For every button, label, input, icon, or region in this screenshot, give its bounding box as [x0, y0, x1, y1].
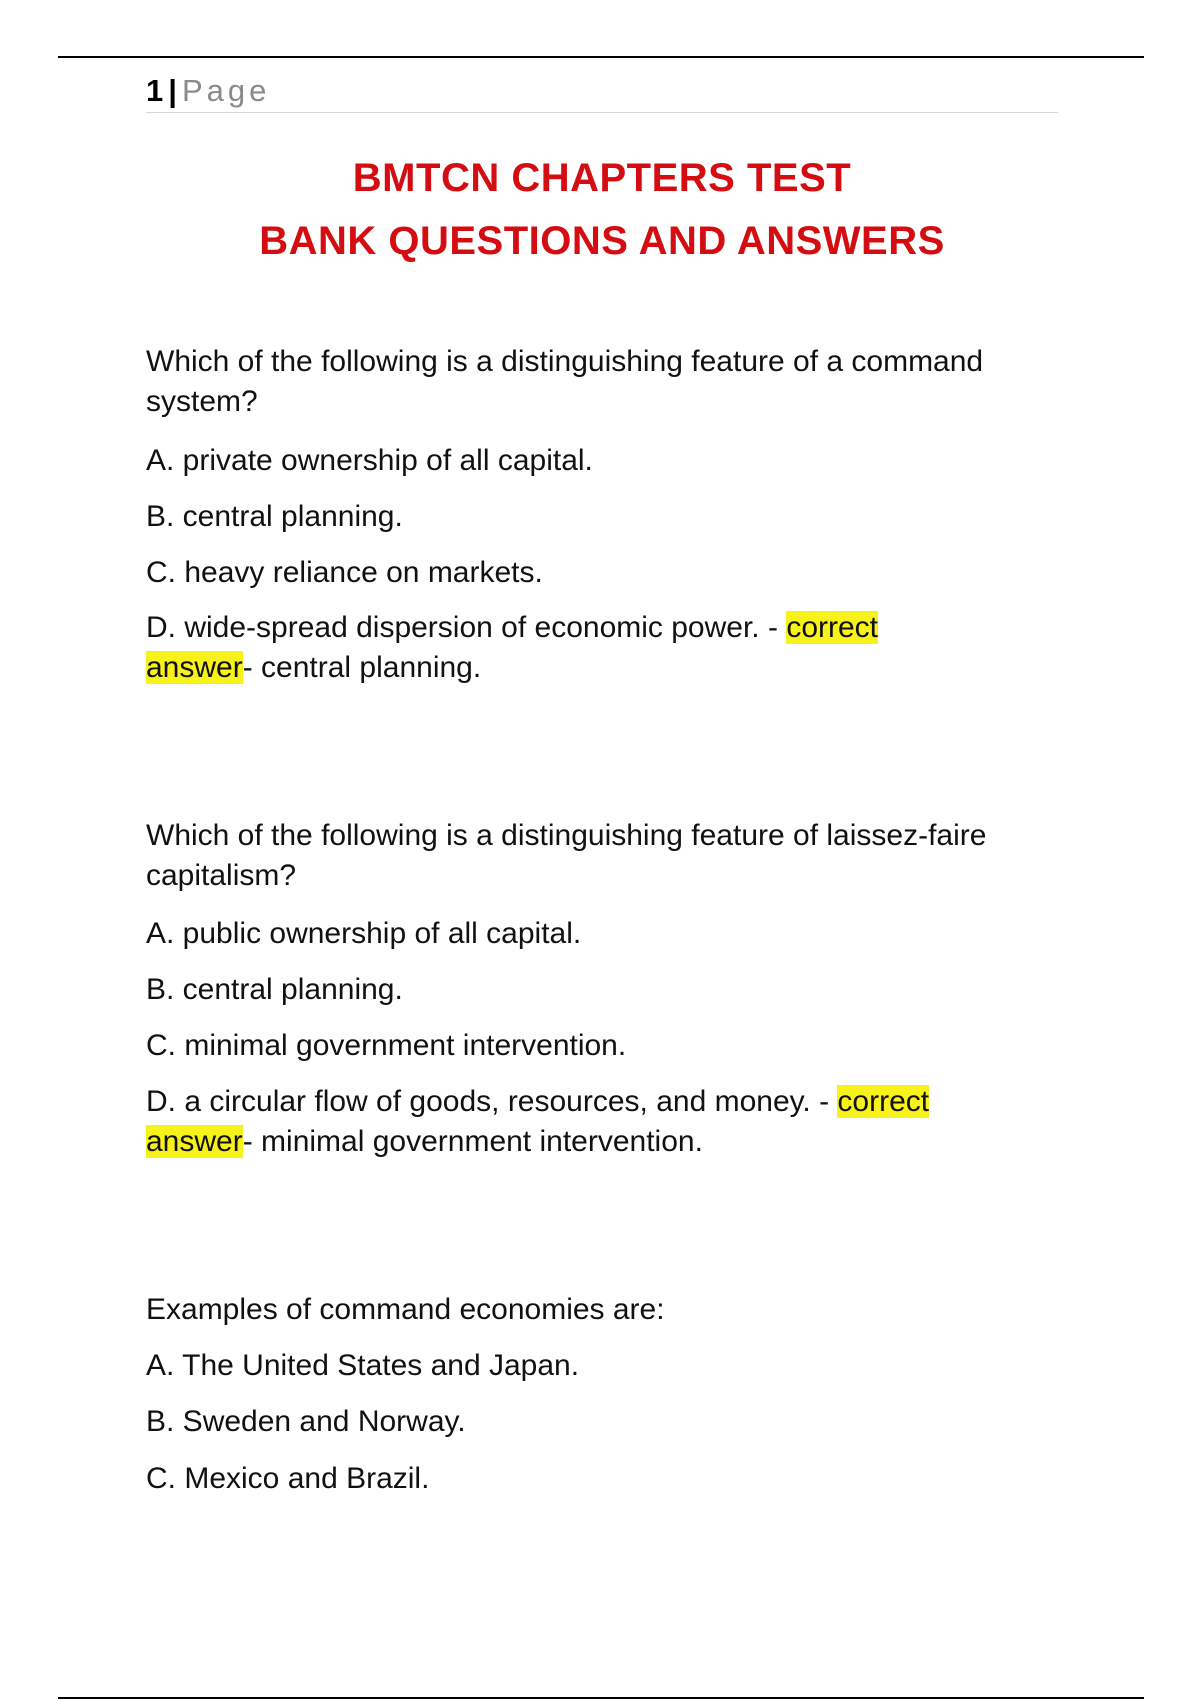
page-label: Page: [181, 73, 271, 108]
bottom-rule: [58, 1697, 1144, 1699]
question-2-option-c: C. minimal government intervention.: [146, 1029, 627, 1062]
question-2-option-d: [146, 1082, 1066, 1162]
document-title-line-2: BANK QUESTIONS AND ANSWERS: [259, 219, 945, 263]
page-header: [146, 70, 1058, 113]
question-1-option-a: A. private ownership of all capital.: [146, 444, 593, 477]
question-3-stem: Examples of command economies are:: [146, 1293, 665, 1326]
question-2-option-b: B. central planning.: [146, 973, 403, 1006]
question-2-option-d-text: D. a circular flow of goods, resources, and money. -: [146, 1085, 838, 1118]
question-1-option-d-text: D. wide-spread dispersion of economic power. -: [146, 611, 787, 644]
question-3-option-b: B. Sweden and Norway.: [146, 1405, 466, 1438]
correct-answer-highlight: answer: [146, 1125, 243, 1158]
question-3-option-a: A. The United States and Japan.: [146, 1349, 580, 1382]
correct-answer-highlight: answer: [146, 651, 243, 684]
correct-answer-highlight: correct: [786, 611, 878, 644]
question-1-stem: Which of the following is a distinguishing feature of a command system?: [146, 345, 984, 418]
document-title-line-1: BMTCN CHAPTERS TEST: [352, 156, 852, 200]
question-1-answer: - central planning.: [242, 651, 482, 684]
question-2-option-a: A. public ownership of all capital.: [146, 917, 582, 950]
correct-answer-highlight: correct: [837, 1085, 930, 1118]
question-1-option-d: [146, 608, 1066, 688]
top-rule: [58, 56, 1144, 58]
question-2-stem: Which of the following is a distinguishing feature of laissez-faire capitalism?: [146, 819, 987, 892]
question-2-answer: - minimal government intervention.: [242, 1125, 703, 1158]
question-1-option-b: B. central planning.: [146, 500, 403, 533]
page-number: 1: [146, 73, 164, 108]
question-1-option-c: C. heavy reliance on markets.: [146, 556, 543, 589]
page-separator: |: [168, 73, 177, 108]
question-3-option-c: C. Mexico and Brazil.: [146, 1462, 430, 1495]
